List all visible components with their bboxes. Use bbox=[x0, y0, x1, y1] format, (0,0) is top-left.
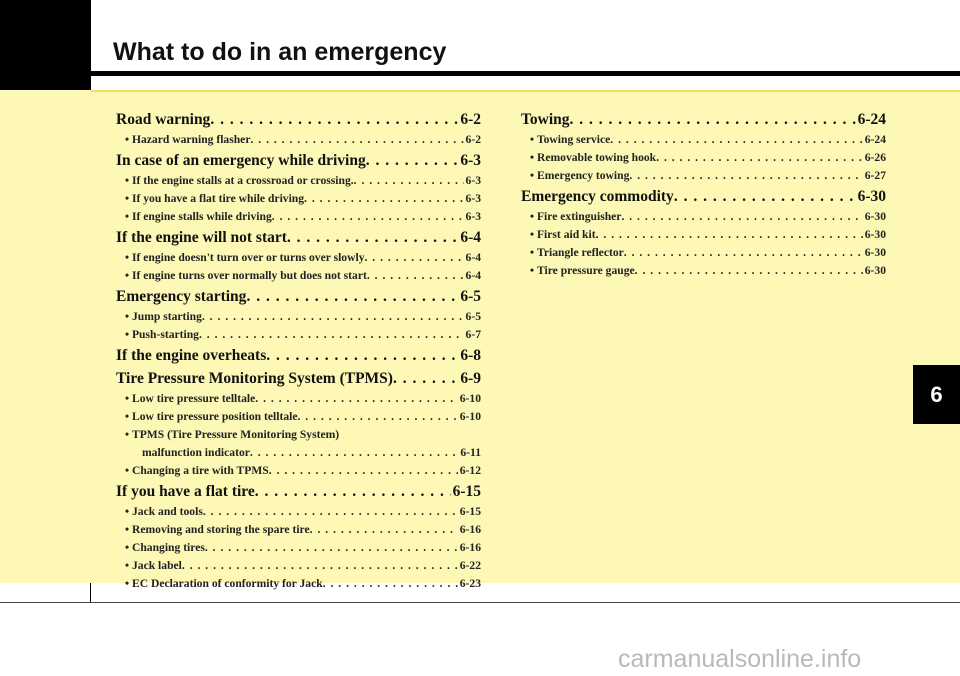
dot-leader bbox=[202, 308, 464, 326]
toc-entry-label: In case of an emergency while driving bbox=[116, 152, 366, 169]
toc-heading-entry[interactable] bbox=[116, 285, 481, 308]
toc-entry-label: • Removing and storing the spare tire bbox=[125, 521, 310, 539]
dot-leader bbox=[367, 267, 464, 285]
dot-leader bbox=[323, 575, 458, 593]
toc-panel-top-edge bbox=[91, 90, 960, 92]
toc-subentry[interactable] bbox=[521, 149, 886, 167]
toc-heading-entry[interactable] bbox=[116, 149, 481, 172]
toc-subentry[interactable] bbox=[116, 426, 481, 444]
toc-subentry[interactable] bbox=[521, 167, 886, 185]
toc-heading-entry[interactable] bbox=[521, 185, 886, 208]
dot-leader bbox=[246, 285, 458, 308]
toc-page-number: 6-30 bbox=[864, 210, 886, 223]
dot-leader bbox=[610, 131, 862, 149]
toc-subentry[interactable] bbox=[521, 131, 886, 149]
toc-page-number: 6-5 bbox=[465, 310, 481, 323]
toc-page-number: 6-30 bbox=[864, 264, 886, 277]
dot-leader bbox=[269, 462, 458, 480]
toc-page-number: 6-5 bbox=[460, 288, 481, 305]
toc-page-number: 6-23 bbox=[459, 577, 481, 590]
watermark-text: carmanualsonline.info bbox=[618, 645, 862, 673]
toc-entry-label: • If you have a flat tire while driving bbox=[125, 190, 304, 208]
dot-leader bbox=[365, 249, 464, 267]
toc-entry-label: • First aid kit bbox=[530, 226, 596, 244]
toc-page-number: 6-3 bbox=[465, 210, 481, 223]
dot-leader bbox=[635, 262, 863, 280]
toc-entry-label: • Push-starting bbox=[125, 326, 199, 344]
dot-leader bbox=[298, 408, 458, 426]
toc-entry-label: If the engine will not start bbox=[116, 229, 287, 246]
toc-entry-label: • Emergency towing bbox=[530, 167, 629, 185]
dot-leader bbox=[250, 131, 463, 149]
toc-page-number: 6-30 bbox=[864, 228, 886, 241]
toc-page-number: 6-3 bbox=[465, 192, 481, 205]
toc-page-number: 6-10 bbox=[459, 392, 481, 405]
toc-entry-label: • Towing service bbox=[530, 131, 610, 149]
toc-entry-label: Emergency starting bbox=[116, 288, 247, 305]
toc-subentry[interactable] bbox=[116, 172, 481, 190]
toc-page-number: 6-2 bbox=[465, 133, 481, 146]
toc-column-left bbox=[116, 108, 481, 593]
dot-leader bbox=[570, 108, 856, 131]
toc-page-number: 6-30 bbox=[864, 246, 886, 259]
toc-entry-label: • Changing a tire with TPMS bbox=[125, 462, 269, 480]
toc-column-right bbox=[521, 108, 886, 280]
toc-page-number: 6-3 bbox=[465, 174, 481, 187]
toc-page-number: 6-22 bbox=[459, 559, 481, 572]
toc-page-number: 6-4 bbox=[460, 229, 481, 246]
toc-entry-label: • Tire pressure gauge bbox=[530, 262, 635, 280]
toc-page-number: 6-27 bbox=[864, 169, 886, 182]
toc-page-number: 6-16 bbox=[459, 523, 481, 536]
dot-leader bbox=[255, 480, 451, 503]
toc-page-number: 6-30 bbox=[857, 188, 886, 205]
toc-entry-label: Tire Pressure Monitoring System (TPMS) bbox=[116, 370, 393, 387]
toc-subentry[interactable] bbox=[521, 244, 886, 262]
toc-subentry[interactable] bbox=[116, 326, 481, 344]
footer-rule bbox=[0, 602, 960, 603]
toc-page-number: 6-4 bbox=[465, 251, 481, 264]
toc-subentry[interactable] bbox=[116, 267, 481, 285]
dot-leader bbox=[182, 557, 458, 575]
toc-page-number: 6-16 bbox=[459, 541, 481, 554]
toc-page-number: 6-26 bbox=[864, 151, 886, 164]
dot-leader bbox=[203, 503, 458, 521]
toc-page-number: 6-12 bbox=[459, 464, 481, 477]
toc-entry-label: • If engine doesn't turn over or turns over slowly bbox=[125, 249, 365, 267]
dot-leader bbox=[310, 521, 458, 539]
toc-heading-entry[interactable] bbox=[116, 480, 481, 503]
toc-page-number: 6-9 bbox=[460, 370, 481, 387]
toc-entry-label: • TPMS (Tire Pressure Monitoring System) bbox=[125, 426, 339, 444]
toc-heading-entry[interactable] bbox=[521, 108, 886, 131]
toc-entry-label: • Jack label bbox=[125, 557, 182, 575]
toc-subentry[interactable] bbox=[116, 390, 481, 408]
toc-entry-label: malfunction indicator bbox=[142, 446, 250, 459]
toc-page-number: 6-15 bbox=[452, 483, 481, 500]
toc-subentry[interactable] bbox=[116, 462, 481, 480]
toc-entry-label: Road warning bbox=[116, 111, 211, 128]
dot-leader bbox=[255, 390, 457, 408]
header-black-block bbox=[0, 0, 91, 90]
toc-subentry[interactable] bbox=[521, 262, 886, 280]
page-title: What to do in an emergency bbox=[113, 38, 447, 66]
toc-subentry[interactable] bbox=[116, 408, 481, 426]
toc-subentry[interactable] bbox=[521, 226, 886, 244]
dot-leader bbox=[656, 149, 863, 167]
toc-subentry[interactable] bbox=[116, 308, 481, 326]
toc-heading-entry[interactable] bbox=[116, 226, 481, 249]
toc-subentry[interactable] bbox=[116, 539, 481, 557]
toc-heading-entry[interactable] bbox=[116, 344, 481, 367]
dot-leader bbox=[304, 190, 463, 208]
toc-entry-label: • Removable towing hook bbox=[530, 149, 656, 167]
dot-leader bbox=[629, 167, 862, 185]
dot-leader bbox=[205, 539, 458, 557]
toc-entry-label: • Hazard warning flasher bbox=[125, 131, 250, 149]
dot-leader bbox=[366, 149, 459, 172]
toc-entry-label: • If engine stalls while driving bbox=[125, 208, 272, 226]
toc-page-number: 6-24 bbox=[857, 111, 886, 128]
toc-entry-label: Towing bbox=[521, 111, 570, 128]
dot-leader bbox=[272, 208, 464, 226]
toc-subentry-continuation[interactable] bbox=[116, 444, 481, 462]
dot-leader bbox=[393, 367, 458, 390]
toc-page-number: 6-8 bbox=[460, 347, 481, 364]
dot-leader bbox=[266, 344, 458, 367]
toc-page-number: 6-11 bbox=[460, 446, 481, 459]
toc-entry-label: • Low tire pressure telltale bbox=[125, 390, 255, 408]
dot-leader bbox=[250, 444, 458, 462]
toc-subentry[interactable] bbox=[116, 503, 481, 521]
toc-entry-label: • If engine turns over normally but does not start bbox=[125, 267, 367, 285]
toc-subentry[interactable] bbox=[116, 557, 481, 575]
toc-entry-label: • Low tire pressure position telltale bbox=[125, 408, 298, 426]
dot-leader bbox=[354, 172, 464, 190]
toc-page-number: 6-10 bbox=[459, 410, 481, 423]
dot-leader bbox=[596, 226, 863, 244]
toc-page-number: 6-4 bbox=[465, 269, 481, 282]
dot-leader bbox=[199, 326, 464, 344]
toc-entry-label: If the engine overheats bbox=[116, 347, 267, 364]
dot-leader bbox=[624, 244, 863, 262]
toc-page-number: 6-2 bbox=[460, 111, 481, 128]
toc-subentry[interactable] bbox=[116, 190, 481, 208]
toc-page-number: 6-24 bbox=[864, 133, 886, 146]
toc-page-number: 6-7 bbox=[465, 328, 481, 341]
toc-subentry[interactable] bbox=[116, 131, 481, 149]
toc-subentry[interactable] bbox=[521, 208, 886, 226]
toc-heading-entry[interactable] bbox=[116, 108, 481, 131]
dot-leader bbox=[210, 108, 458, 131]
dot-leader bbox=[621, 208, 862, 226]
title-underline bbox=[91, 71, 960, 76]
dot-leader bbox=[287, 226, 458, 249]
toc-subentry[interactable] bbox=[116, 249, 481, 267]
toc-entry-label: If you have a flat tire bbox=[116, 483, 255, 500]
toc-subentry[interactable] bbox=[116, 575, 481, 593]
toc-entry-label: Emergency commodity bbox=[521, 188, 674, 205]
toc-entry-label: • Jack and tools bbox=[125, 503, 203, 521]
toc-entry-label: • Changing tires bbox=[125, 539, 205, 557]
toc-subentry[interactable] bbox=[116, 208, 481, 226]
chapter-tab[interactable]: 6 bbox=[913, 365, 960, 424]
toc-entry-label: • Jump starting bbox=[125, 308, 202, 326]
toc-entry-label: • Fire extinguisher bbox=[530, 208, 621, 226]
toc-entry-label: • If the engine stalls at a crossroad or crossing. bbox=[125, 172, 354, 190]
toc-page-number: 6-15 bbox=[459, 505, 481, 518]
toc-subentry[interactable] bbox=[116, 521, 481, 539]
toc-page-number: 6-3 bbox=[460, 152, 481, 169]
toc-heading-entry[interactable] bbox=[116, 367, 481, 390]
toc-entry-label: • Triangle reflector bbox=[530, 244, 624, 262]
toc-entry-label: • EC Declaration of conformity for Jack bbox=[125, 575, 323, 593]
dot-leader bbox=[674, 185, 856, 208]
